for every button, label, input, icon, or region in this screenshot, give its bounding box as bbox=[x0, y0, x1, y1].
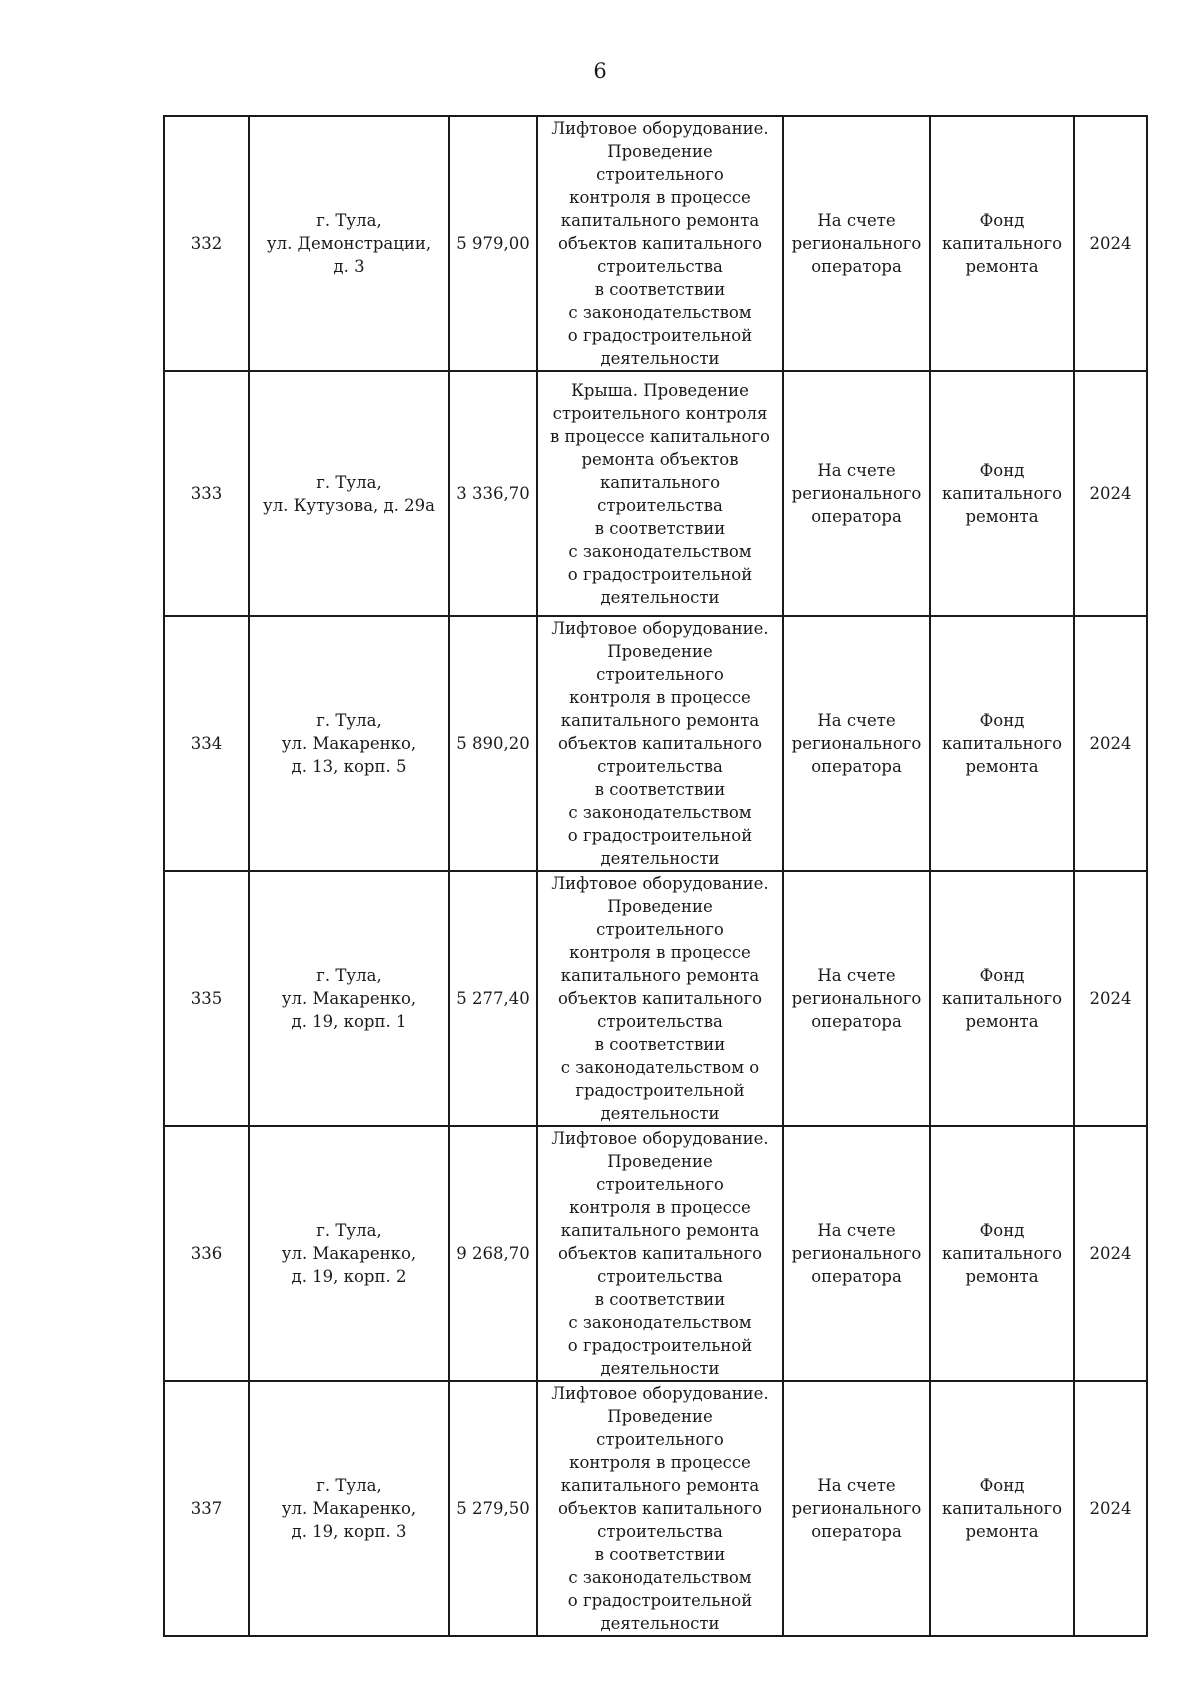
amount-cell: 3 336,70 bbox=[449, 371, 537, 616]
funding-source-cell: Фонд капитального ремонта bbox=[930, 871, 1074, 1126]
year-cell: 2024 bbox=[1074, 371, 1147, 616]
work-description-cell: Лифтовое оборудование. Проведение строительного контроля в процессе капитального ремонта объектов капитального строительства в соответствии с законодательством о градостроительной деятельности bbox=[537, 1381, 783, 1636]
year-cell: 2024 bbox=[1074, 871, 1147, 1126]
page-number: 6 bbox=[593, 59, 607, 83]
row-number-cell: 335 bbox=[164, 871, 249, 1126]
amount-cell: 5 979,00 bbox=[449, 116, 537, 371]
funding-source-cell: Фонд капитального ремонта bbox=[930, 616, 1074, 871]
table-row bbox=[164, 371, 1147, 616]
address-cell: г. Тула, ул. Макаренко, д. 19, корп. 1 bbox=[249, 871, 449, 1126]
work-description-cell: Лифтовое оборудование. Проведение строительного контроля в процессе капитального ремонта объектов капитального строительства в соответствии с законодательством о градостроительной деятельности bbox=[537, 616, 783, 871]
table-row bbox=[164, 1126, 1147, 1381]
table-row bbox=[164, 1381, 1147, 1636]
table-row bbox=[164, 616, 1147, 871]
work-description-cell: Крыша. Проведение строительного контроля в процессе капитального ремонта объектов капитального строительства в соответствии с законодательством о градостроительной деятельности bbox=[537, 371, 783, 616]
amount-cell: 5 279,50 bbox=[449, 1381, 537, 1636]
year-cell: 2024 bbox=[1074, 116, 1147, 371]
funds-location-cell: На счете регионального оператора bbox=[783, 871, 930, 1126]
amount-cell: 5 890,20 bbox=[449, 616, 537, 871]
year-cell: 2024 bbox=[1074, 1381, 1147, 1636]
year-cell: 2024 bbox=[1074, 616, 1147, 871]
funds-location-cell: На счете регионального оператора bbox=[783, 1126, 930, 1381]
address-cell: г. Тула, ул. Кутузова, д. 29а bbox=[249, 371, 449, 616]
work-description-cell: Лифтовое оборудование. Проведение строительного контроля в процессе капитального ремонта объектов капитального строительства в соответствии с законодательством о градостроительной деятельности bbox=[537, 1126, 783, 1381]
funds-location-cell: На счете регионального оператора bbox=[783, 1381, 930, 1636]
table-row bbox=[164, 871, 1147, 1126]
amount-cell: 9 268,70 bbox=[449, 1126, 537, 1381]
funding-source-cell: Фонд капитального ремонта bbox=[930, 1381, 1074, 1636]
work-description-cell: Лифтовое оборудование. Проведение строительного контроля в процессе капитального ремонта объектов капитального строительства в соответствии с законодательством о градостроительной деятельности bbox=[537, 871, 783, 1126]
funding-source-cell: Фонд капитального ремонта bbox=[930, 1126, 1074, 1381]
address-cell: г. Тула, ул. Макаренко, д. 19, корп. 3 bbox=[249, 1381, 449, 1636]
row-number-cell: 336 bbox=[164, 1126, 249, 1381]
row-number-cell: 337 bbox=[164, 1381, 249, 1636]
row-number-cell: 333 bbox=[164, 371, 249, 616]
funding-source-cell: Фонд капитального ремонта bbox=[930, 371, 1074, 616]
year-cell: 2024 bbox=[1074, 1126, 1147, 1381]
row-number-cell: 334 bbox=[164, 616, 249, 871]
address-cell: г. Тула, ул. Макаренко, д. 13, корп. 5 bbox=[249, 616, 449, 871]
address-cell: г. Тула, ул. Макаренко, д. 19, корп. 2 bbox=[249, 1126, 449, 1381]
row-number-cell: 332 bbox=[164, 116, 249, 371]
table-row bbox=[164, 116, 1147, 371]
funding-source-cell: Фонд капитального ремонта bbox=[930, 116, 1074, 371]
funds-location-cell: На счете регионального оператора bbox=[783, 371, 930, 616]
registry-table bbox=[163, 115, 1148, 1637]
funds-location-cell: На счете регионального оператора bbox=[783, 616, 930, 871]
funds-location-cell: На счете регионального оператора bbox=[783, 116, 930, 371]
amount-cell: 5 277,40 bbox=[449, 871, 537, 1126]
work-description-cell: Лифтовое оборудование. Проведение строительного контроля в процессе капитального ремонта объектов капитального строительства в соответствии с законодательством о градостроительной деятельности bbox=[537, 116, 783, 371]
address-cell: г. Тула, ул. Демонстрации, д. 3 bbox=[249, 116, 449, 371]
